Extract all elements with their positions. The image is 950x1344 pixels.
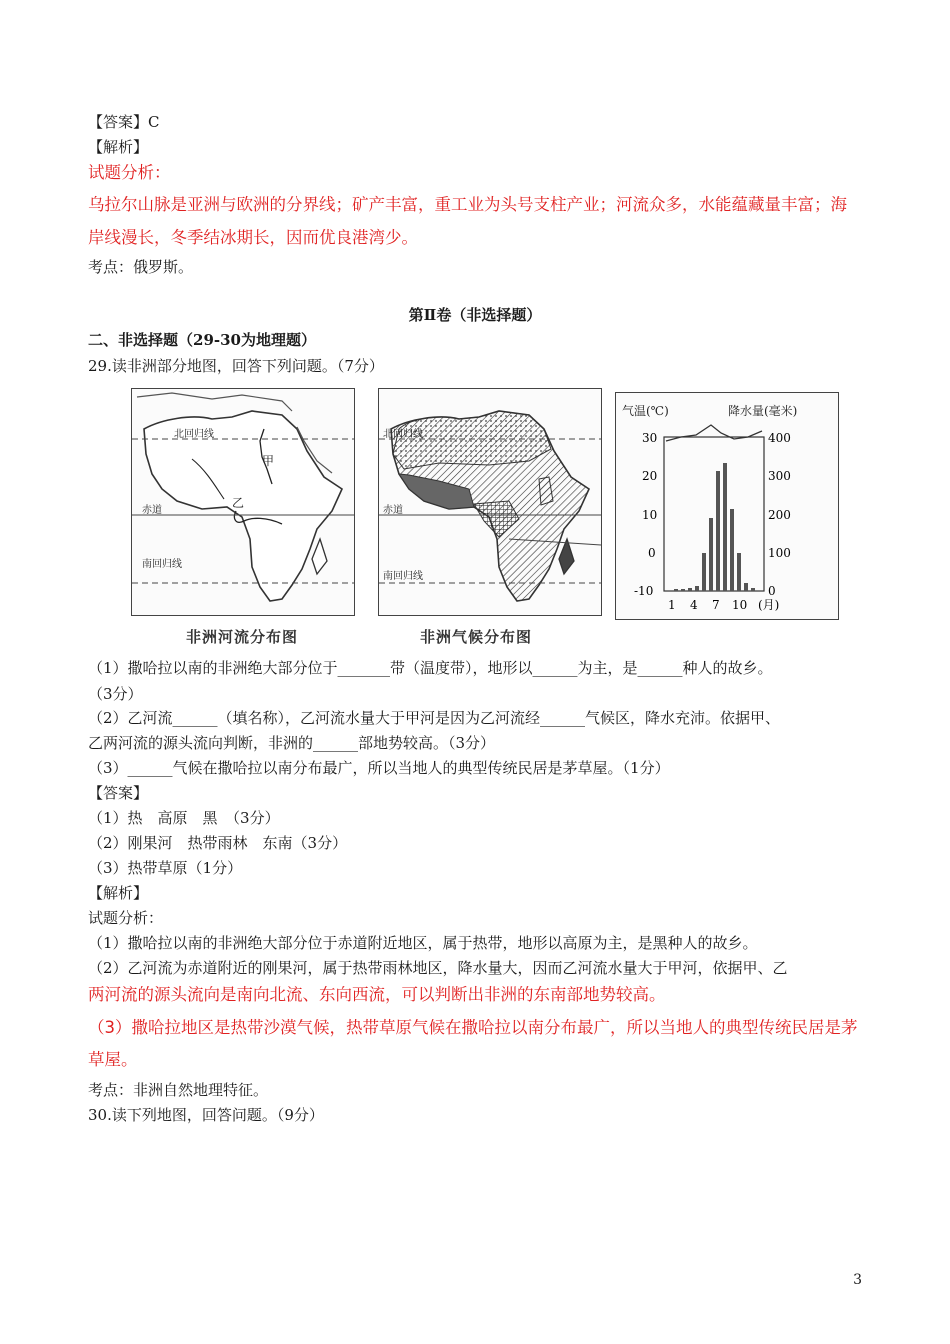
label-equator: 赤道 [142, 505, 162, 516]
precip-bar [744, 583, 748, 591]
x-tick: 10 [732, 598, 748, 612]
right-tick: 0 [768, 584, 776, 598]
q29-sub2-cont: 乙两河流的源头流向判断，非洲的______部地势较高。（3分） [88, 734, 496, 752]
x-tick: 1 [668, 598, 676, 612]
label-north-tropic: 北回归线 [174, 429, 214, 440]
climate-map-caption: 非洲气候分布图 [420, 628, 533, 646]
x-tick: 4 [690, 598, 698, 612]
q29-explain-1: （1）撒哈拉以南的非洲绝大部分位于赤道附近地区，属于热带，地形以高原为主，是黑种人的故乡。 [88, 934, 758, 952]
precip-bar [751, 588, 755, 591]
q29-answer-2: （2）刚果河 热带雨林 东南（3分） [88, 834, 348, 852]
section-subtitle: 二、非选择题（29-30为地理题） [88, 331, 316, 349]
q29-sub2: （2）乙河流______（填名称），乙河流水量大于甲河是因为乙河流经______气候区，降水充沛。依据甲、 [88, 709, 781, 727]
section-title: 第Ⅱ卷（非选择题） [408, 306, 542, 324]
precip-bar [730, 509, 734, 591]
x-unit: (月) [758, 598, 780, 612]
chart-left-title: 气温(℃) [622, 404, 669, 418]
q28-kaodian: 考点：俄罗斯。 [88, 258, 194, 276]
right-tick: 300 [768, 469, 791, 483]
africa-climate-map-svg [379, 389, 601, 615]
precip-bar [709, 518, 713, 591]
right-tick: 200 [768, 508, 791, 522]
left-tick: 10 [642, 508, 658, 522]
q29-sub1-score: （3分） [88, 685, 143, 703]
mediterranean-coast [137, 393, 292, 411]
precip-bar [702, 553, 706, 591]
temperature-line [666, 425, 762, 441]
q28-analysis-red-2: 岸线漫长，冬季结冰期长，因而优良港湾少。 [88, 228, 418, 247]
right-tick: 400 [768, 431, 791, 445]
page-number: 3 [853, 1272, 862, 1288]
precip-bar [695, 586, 699, 591]
precip-bars [674, 463, 755, 591]
q29-analysis-subtitle: 试题分析： [88, 909, 164, 927]
precip-bar [688, 588, 692, 591]
label-north-tropic: 北回归线 [383, 429, 423, 440]
precip-bar [723, 463, 727, 591]
precip-bar [674, 589, 678, 591]
africa-river-map-svg [132, 389, 354, 615]
precip-bar [681, 589, 685, 591]
madagascar [312, 539, 327, 574]
madagascar [559, 539, 574, 574]
q29-sub1: （1）撒哈拉以南的非洲绝大部分位于_______带（温度带），地形以______为主，是______种人的故乡。 [88, 659, 773, 677]
q30-stem: 30.读下列地图，回答问题。（9分） [88, 1106, 324, 1124]
x-tick: 7 [712, 598, 720, 612]
q28-analysis-subtitle: 试题分析： [88, 163, 171, 182]
left-tick: 30 [642, 431, 658, 445]
q29-kaodian: 考点：非洲自然地理特征。 [88, 1081, 269, 1099]
q28-analysis-head: 【解析】 [88, 138, 149, 156]
left-ticks [634, 431, 657, 598]
left-tick: 20 [642, 469, 658, 483]
q29-answer-3: （3）热带草原（1分） [88, 859, 243, 877]
river-map-caption: 非洲河流分布图 [186, 628, 299, 646]
q28-answer: 【答案】C [88, 113, 160, 131]
q29-analysis-head: 【解析】 [88, 884, 149, 902]
climate-desert-zone [393, 411, 551, 469]
right-ticks [768, 431, 791, 598]
q28-analysis-red-1: 乌拉尔山脉是亚洲与欧洲的分界线；矿产丰富，重工业为头号支柱产业；河流众多，水能蕴藏量丰富；海 [88, 195, 847, 214]
climate-chart-svg [616, 393, 838, 619]
precip-bar [716, 471, 720, 591]
label-south-tropic: 南回归线 [383, 571, 423, 582]
q29-explain-3-red-1: （3）撒哈拉地区是热带沙漠气候，热带草原气候在撒哈拉以南分布最广，所以当地人的典型传统民居是茅 [88, 1018, 858, 1037]
q29-explain-3-red-2: 草屋。 [88, 1050, 138, 1069]
q29-stem: 29.读非洲部分地图，回答下列问题。（7分） [88, 357, 384, 375]
label-south-tropic: 南回归线 [142, 559, 182, 570]
chart-right-title: 降水量(毫米) [728, 404, 798, 418]
q29-explain-2-red: 两河流的源头流向是南向北流、东向西流，可以判断出非洲的东南部地势较高。 [88, 985, 666, 1004]
q29-explain-2: （2）乙河流为赤道附近的刚果河，属于热带雨林地区，降水量大，因而乙河流水量大于甲河，依据甲、乙 [88, 959, 788, 977]
q29-sub3: （3）______气候在撒哈拉以南分布最广，所以当地人的典型传统民居是茅草屋。（1分） [88, 759, 670, 777]
right-tick: 100 [768, 546, 791, 560]
label-equator: 赤道 [383, 505, 403, 516]
africa-river-map [131, 388, 355, 616]
label-yi: 乙 [232, 496, 245, 510]
q29-answer-1: （1）热 高原 黑 （3分） [88, 809, 280, 827]
left-tick: 0 [648, 546, 656, 560]
chart-plot-area [664, 437, 764, 591]
africa-climate-map [378, 388, 602, 616]
precip-bar [737, 553, 741, 591]
climate-chart [615, 392, 839, 620]
q29-answer-head: 【答案】 [88, 784, 149, 802]
label-jia: 甲 [262, 454, 275, 468]
left-tick: -10 [634, 584, 654, 598]
